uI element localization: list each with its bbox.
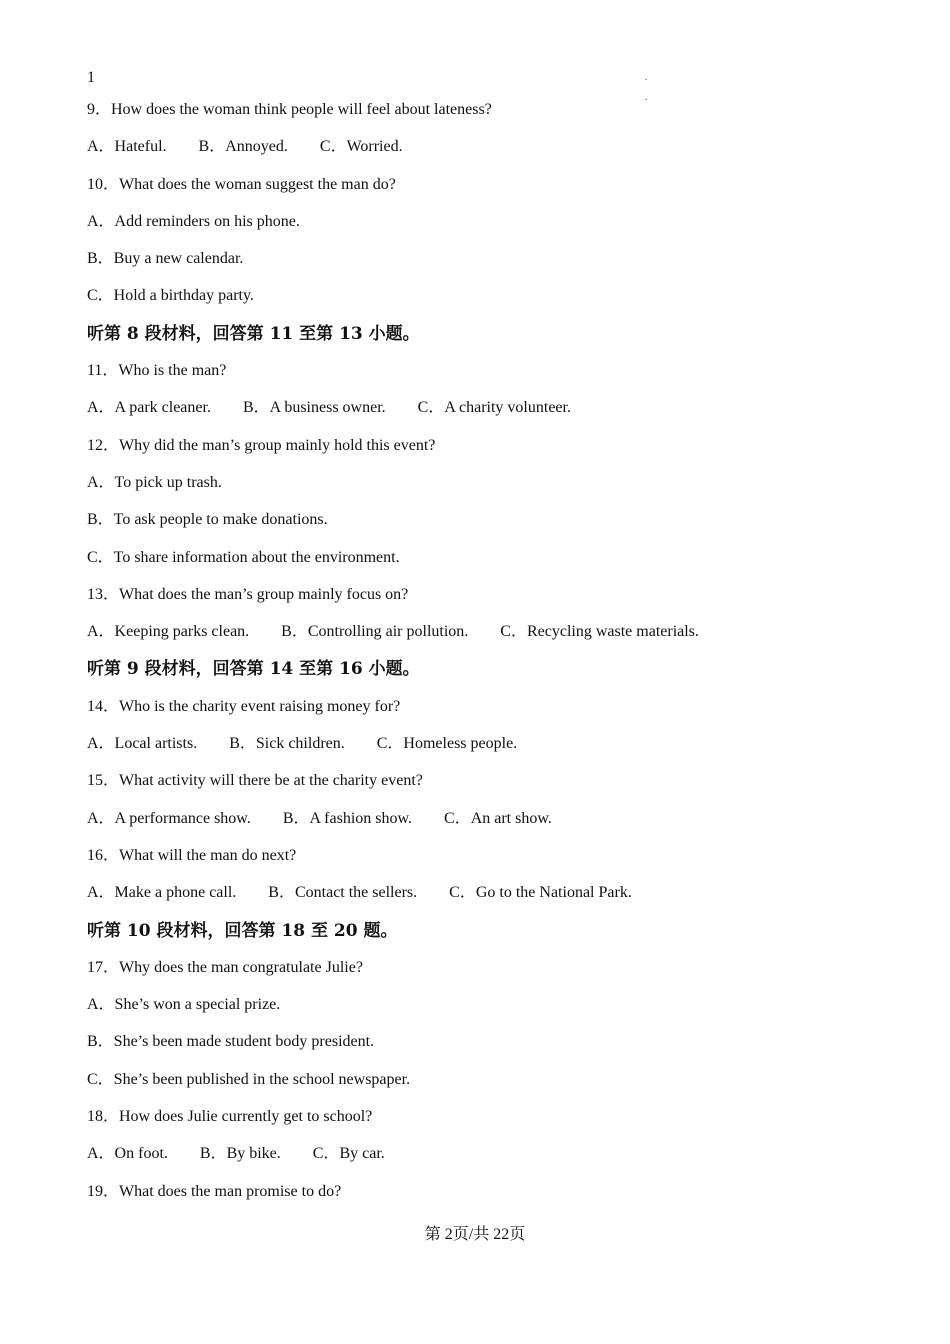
- option-c: C．She’s been published in the school newspaper.: [87, 1070, 411, 1088]
- option-a: A．Add reminders on his phone.: [87, 212, 300, 230]
- option-c: C．Go to the National Park.: [449, 884, 632, 902]
- option-b: B．Annoyed.: [198, 138, 288, 156]
- option-a: A．To pick up trash.: [87, 473, 222, 491]
- margin-dot: .: [645, 72, 648, 82]
- question-list: [87, 98, 867, 1217]
- option-a: A．Keeping parks clean.: [87, 623, 250, 641]
- option-c: C．An art show.: [444, 809, 552, 827]
- option-c: C．Recycling waste materials.: [500, 623, 699, 641]
- question-11: 11．Who is the man?: [87, 362, 227, 380]
- option-b: B．She’s been made student body president.: [87, 1033, 375, 1051]
- question-15-options: [87, 807, 867, 844]
- option-b: B．Buy a new calendar.: [87, 250, 244, 268]
- option-b: B．Controlling air pollution.: [281, 623, 469, 641]
- margin-dot: .: [645, 92, 648, 102]
- question-16: 16．What will the man do next?: [87, 846, 297, 864]
- question-12: 12．Why did the man’s group mainly hold this event?: [87, 436, 436, 454]
- option-b: B．Sick children.: [229, 735, 345, 753]
- question-10: 10．What does the woman suggest the man do?: [87, 175, 396, 193]
- question-18: 18．How does Julie currently get to school?: [87, 1108, 373, 1126]
- option-a: A．Local artists.: [87, 735, 198, 753]
- section-heading-8: 听第 8 段材料，回答第 11 至第 13 小题。: [87, 323, 420, 344]
- question-9-options: [87, 135, 867, 172]
- question-14-options: [87, 732, 867, 769]
- question-17: 17．Why does the man congratulate Julie?: [87, 958, 363, 976]
- option-a: A．On foot.: [87, 1145, 168, 1163]
- section-heading-9: 听第 9 段材料，回答第 14 至第 16 小题。: [87, 659, 420, 680]
- option-c: C．A charity volunteer.: [417, 399, 571, 417]
- question-14: 14．Who is the charity event raising money for?: [87, 697, 401, 715]
- option-b: B．By bike.: [199, 1145, 281, 1163]
- option-c: C．By car.: [312, 1145, 385, 1163]
- option-c: C．Homeless people.: [376, 735, 518, 753]
- option-b: B．To ask people to make donations.: [87, 511, 328, 529]
- question-19: 19．What does the man promise to do?: [87, 1182, 342, 1200]
- option-a: A．Make a phone call.: [87, 884, 237, 902]
- question-13: 13．What does the man’s group mainly focus on?: [87, 585, 409, 603]
- option-a: A．A performance show.: [87, 809, 251, 827]
- option-c: C．Worried.: [319, 138, 403, 156]
- option-a: A．Hateful.: [87, 138, 167, 156]
- question-16-options: [87, 881, 867, 918]
- question-9: 9．How does the woman think people will feel about lateness?: [87, 101, 492, 118]
- question-18-options: [87, 1142, 867, 1179]
- question-13-options: [87, 620, 867, 657]
- option-c: C．Hold a birthday party.: [87, 287, 254, 305]
- page-footer: 第 2页/共 22页: [424, 1226, 526, 1243]
- option-b: B．A business owner.: [242, 399, 386, 417]
- section-heading-10: 听第 10 段材料，回答第 18 至 20 题。: [87, 920, 398, 941]
- option-b: B．Contact the sellers.: [268, 884, 418, 902]
- top-page-number: 1: [87, 69, 95, 86]
- option-b: B．A fashion show.: [282, 809, 413, 827]
- option-a: A．She’s won a special prize.: [87, 996, 281, 1014]
- question-15: 15．What activity will there be at the charity event?: [87, 772, 423, 790]
- option-a: A．A park cleaner.: [87, 399, 211, 417]
- question-11-options: [87, 396, 867, 433]
- option-c: C．To share information about the environment.: [87, 548, 400, 566]
